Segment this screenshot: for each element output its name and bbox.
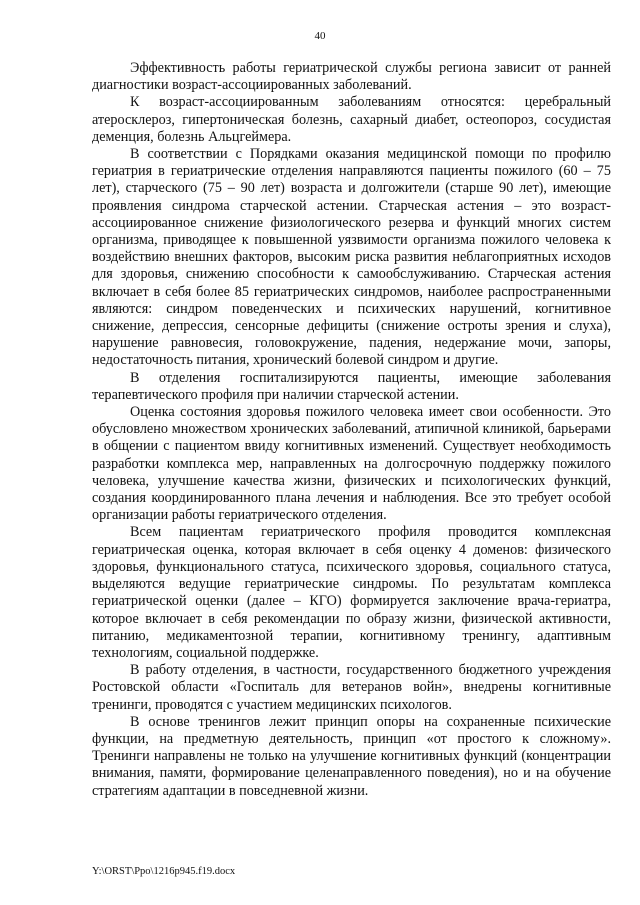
- paragraph: Всем пациентам гериатрического профиля проводится комплексная гериатрическая оценка, которая включает в себя оценку 4 доменов: физического здоровья, функционального статуса, психического здоровья, социального статуса, выделяются ведущие гериатрические синдромы. По результатам комплекса гериатрической оценки (далее – КГО) формируется заключение врача-гериатра, которое включает в себя рекомендации по образу жизни, физической активности, питанию, медикаментозной терапии, когнитивному тренингу, адаптивным технологиям, социальной поддержке.: [92, 524, 611, 661]
- paragraph: Эффективность работы гериатрической службы региона зависит от ранней диагностики возраст-ассоциированных заболеваний.: [92, 60, 611, 94]
- paragraph: К возраст-ассоциированным заболеваниям относятся: церебральный атеросклероз, гипертоническая болезнь, сахарный диабет, остеопороз, сосудистая деменция, болезнь Альцгеймера.: [92, 94, 611, 145]
- paragraph: В отделения госпитализируются пациенты, имеющие заболевания терапевтического профиля при наличии старческой астении.: [92, 369, 611, 403]
- page-number: 40: [314, 30, 326, 42]
- footer-file-path: Y:\ORST\Ppo\1216p945.f19.docx: [92, 866, 236, 877]
- paragraph: В основе тренингов лежит принцип опоры на сохраненные психические функции, на предметную деятельность, принцип «от простого к сложному». Тренинги направлены не только на улучшение когнитивных функций (концентрации внимания, памяти, формирование целенаправленного поведения), но и на обучение стратегиям адаптации в повседневной жизни.: [92, 713, 611, 799]
- paragraph: Оценка состояния здоровья пожилого человека имеет свои особенности. Это обусловлено множеством хронических заболеваний, атипичной клиникой, барьерами в общении с пациентом ввиду когнитивных изменений. Существует необходимость разработки комплекса мер, направленных на долгосрочную поддержку пожилого человека, улучшение качества жизни, физических и психологических функций, создания координированного плана лечения и наблюдения. Все это требует особой организации работы гериатрического отделения.: [92, 404, 611, 524]
- paragraph: В работу отделения, в частности, государственного бюджетного учреждения Ростовской области «Госпиталь для ветеранов войн», внедрены когнитивные тренинги, проводятся с участием медицинских психологов.: [92, 662, 611, 713]
- paragraph: В соответствии с Порядками оказания медицинской помощи по профилю гериатрия в гериатрические отделения направляются пациенты пожилого (60 – 75 лет), старческого (75 – 90 лет) возраста и долгожители (старше 90 лет), имеющие проявления синдрома старческой астении. Старческая астения – это возраст-ассоциированное снижение физиологического резерва и функций многих систем организма, приводящее к повышенной уязвимости организма пожилого человека к воздействию внешних факторов, высоким риска развития неблагоприятных исходов для здоровья, снижению способности к самообслуживанию. Старческая астения включает в себя более 85 гериатрических синдромов, наиболее распространенными являются: синдром поведенческих и психических нарушений, когнитивное снижение, депрессия, сенсорные дефициты (снижение остроты зрения и слуха), нарушение равновесия, головокружение, падения, недержание мочи, запоры, недостаточность питания, хронический болевой синдром и другие.: [92, 146, 611, 369]
- document-body: [92, 60, 611, 800]
